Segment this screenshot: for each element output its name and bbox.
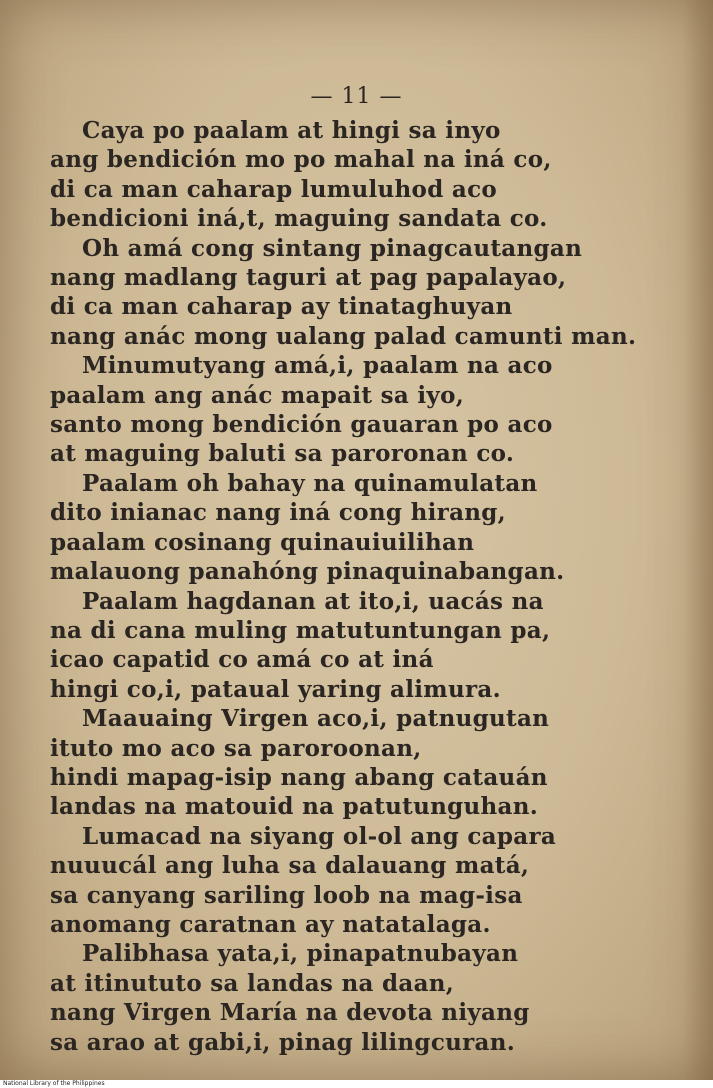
verse-line: icao capatid co amá co at iná: [50, 646, 434, 674]
verse-line: nang madlang taguri at pag papalayao,: [50, 264, 567, 292]
verse-line: paalam cosinang quinauiuilihan: [50, 528, 475, 556]
poem-body: [44, 116, 684, 1057]
verse-line: hingi co,i, pataual yaring alimura.: [50, 675, 501, 703]
verse-line: nang Virgen María na devota niyang: [50, 999, 530, 1027]
verse-line: di ca man caharap ay tinataghuyan: [50, 293, 513, 321]
page-number: — 11 —: [310, 84, 403, 109]
verse-line: ang bendición mo po mahal na iná co,: [50, 146, 552, 174]
verse-line: Paalam oh bahay na quinamulatan: [82, 469, 538, 497]
verse-line: sa canyang sariling loob na mag-isa: [50, 881, 523, 909]
verse-line: na di cana muling matutuntungan pa,: [50, 616, 551, 644]
verse-line: dito inianac nang iná cong hirang,: [50, 499, 506, 527]
verse-line: nuuucál ang luha sa dalauang matá,: [50, 852, 530, 880]
stanza: [44, 587, 684, 705]
verse-line: Lumacad na siyang ol-ol ang capara: [82, 822, 557, 850]
stanza: [44, 822, 684, 940]
verse-line: ituto mo aco sa paroroonan,: [50, 734, 422, 762]
verse-line: Paalam hagdanan at ito,i, uacás na: [82, 587, 544, 615]
verse-line: paalam ang anác mapait sa iyo,: [50, 381, 465, 409]
verse-line: Minumutyang amá,i, paalam na aco: [82, 352, 553, 380]
verse-line: malauong panahóng pinaquinabangan.: [50, 558, 565, 586]
stanza: [44, 939, 684, 1057]
verse-line: Oh amá cong sintang pinagcautangan: [82, 234, 583, 262]
stanza: [44, 351, 684, 469]
verse-line: Maauaing Virgen aco,i, patnugutan: [82, 705, 550, 733]
library-credit: National Library of the Philippines: [0, 1080, 713, 1088]
verse-line: santo mong bendición gauaran po aco: [50, 411, 553, 439]
verse-line: at itinututo sa landas na daan,: [50, 969, 455, 997]
stanza: [44, 469, 684, 587]
verse-line: di ca man caharap lumuluhod aco: [50, 175, 498, 203]
verse-line: hindi mapag-isip nang abang catauán: [50, 763, 548, 791]
stanza: [44, 234, 684, 352]
verse-line: sa arao at gabi,i, pinag lilingcuran.: [50, 1028, 516, 1056]
verse-line: bendicioni iná,t, maguing sandata co.: [50, 205, 548, 233]
verse-line: nang anác mong ualang palad camunti man.: [50, 322, 637, 350]
verse-line: at maguing baluti sa paroronan co.: [50, 440, 515, 468]
verse-line: Palibhasa yata,i, pinapatnubayan: [82, 940, 519, 968]
stanza: [44, 116, 684, 234]
verse-line: landas na matouid na patutunguhan.: [50, 793, 539, 821]
stanza: [44, 704, 684, 822]
verse-line: anomang caratnan ay natatalaga.: [50, 910, 491, 938]
page-edge-shadow: [683, 0, 713, 1080]
verse-line: Caya po paalam at hingi sa inyo: [82, 117, 501, 144]
